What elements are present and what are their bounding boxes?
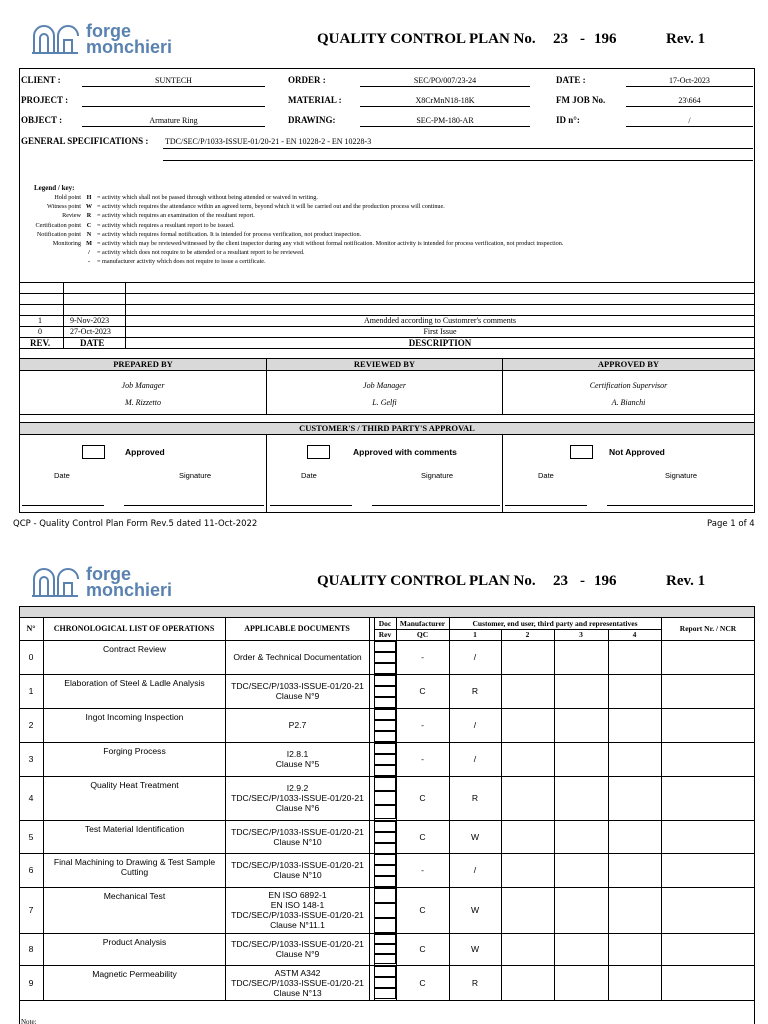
plan-number: 23 [553, 573, 568, 589]
plan-number-2: 196 [594, 31, 617, 47]
revision-label: Rev. 1 [666, 31, 706, 47]
header-c1: 1 [473, 630, 477, 639]
not-approved-label: Not Approved [609, 447, 665, 457]
doc-rev-box[interactable] [374, 966, 396, 977]
operation-name: Elaboration of Steel & Ladle Analysis [64, 678, 205, 688]
rev-row-2-desc: First Issue [423, 327, 457, 336]
id-label: ID n°: [556, 115, 580, 125]
applicable-docs: TDC/SEC/P/1033-ISSUE-01/20-21 Clause N°10 [231, 826, 364, 847]
manufacturer-qc: C [419, 793, 426, 803]
object-label: OBJECT : [21, 115, 63, 125]
forge-logo-icon [30, 565, 80, 599]
doc-rev-box[interactable] [374, 777, 396, 791]
row-number: 6 [28, 865, 34, 875]
genspec-underline-1 [163, 148, 753, 149]
signature-line-1[interactable] [124, 505, 264, 506]
legend-row [20, 258, 266, 266]
header-report: Report Nr. / NCR [679, 624, 737, 633]
plan-number: 23 [553, 31, 568, 47]
header-docs: APPLICABLE DOCUMENTS [244, 624, 350, 633]
project-value [82, 95, 265, 107]
date-value: 17-Oct-2023 [626, 75, 753, 87]
row-number: 4 [28, 793, 34, 803]
legend-row-name: Certification point [35, 221, 81, 229]
approved-name: A. Bianchi [611, 398, 646, 407]
approval-divider-1 [266, 435, 267, 513]
customer-1: W [470, 944, 480, 954]
fmjob-value: 23\664 [626, 95, 753, 107]
applicable-docs: Order & Technical Documentation [233, 652, 362, 662]
doc-rev-box[interactable] [374, 791, 396, 805]
legend-row-desc: = manufacturer activity which does not require to issue a certificate. [97, 258, 266, 266]
operation-name: Ingot Incoming Inspection [85, 712, 184, 722]
doc-rev-box[interactable] [374, 805, 396, 819]
doc-rev-box[interactable] [374, 977, 396, 988]
legend-row-desc: = activity which requires an examination of the resultant report. [97, 212, 255, 220]
reviewed-role: Job Manager [363, 381, 406, 390]
page-2 [0, 556, 768, 1024]
page-title: QUALITY CONTROL PLAN No. [317, 573, 536, 589]
rev-header-rev: REV. [30, 338, 51, 348]
doc-rev-box[interactable] [374, 876, 396, 887]
row-divider [19, 1000, 755, 1001]
rev-table-top [19, 282, 755, 283]
general-specs-label: GENERAL SPECIFICATIONS : [21, 136, 149, 146]
doc-rev-box[interactable] [374, 697, 396, 708]
manufacturer-qc: - [421, 865, 424, 875]
customer-1: / [473, 720, 477, 730]
legend-row-code: H [86, 194, 92, 201]
operation-name: Quality Heat Treatment [90, 780, 179, 790]
logo-line2: monchieri [86, 37, 173, 57]
operation-name: Contract Review [102, 644, 167, 654]
approved-with-comments-checkbox[interactable] [307, 445, 330, 459]
legend-row-desc: = activity which requires the attendance within an agreed term, beyond which it will be carried out and the production process will continue. [97, 203, 445, 211]
table-top-band [20, 607, 754, 618]
legend-row [20, 240, 563, 248]
rev-header-desc: DESCRIPTION [408, 338, 472, 348]
operation-name: Final Machining to Drawing & Test Sample Cutting [53, 857, 216, 877]
order-label: ORDER : [288, 75, 326, 85]
reviewed-header: REVIEWED BY [266, 358, 503, 371]
sign-divider-1 [266, 371, 267, 414]
material-value: X8CrMnN18-18K [360, 95, 530, 107]
revision-label: Rev. 1 [666, 573, 706, 589]
page-title: QUALITY CONTROL PLAN No. [317, 31, 536, 47]
applicable-docs: TDC/SEC/P/1033-ISSUE-01/20-21 Clause N°9 [231, 681, 364, 701]
legend-row-desc: = activity which requires formal notification. It is intended for process verification, not product inspection. [97, 230, 362, 238]
legend-row-desc: = activity which does not require to be attended or a resultant report to be reviewed. [97, 249, 305, 257]
doc-rev-box[interactable] [374, 675, 396, 686]
plan-dash: - [580, 573, 585, 589]
legend-row-desc: = activity which may be reviewed/witnessed by the client inspector during any visit without formal notification. Monitor activity is intended for process verification, not product inspection. [97, 240, 564, 247]
object-value: Armature Ring [82, 115, 265, 127]
row-number: 1 [28, 686, 34, 696]
legend-row-code: - [87, 258, 91, 266]
col-line [554, 629, 555, 1000]
doc-rev-box[interactable] [374, 832, 396, 843]
customer-1: / [473, 652, 477, 662]
approved-role: Certification Supervisor [589, 381, 668, 390]
row-number: 8 [28, 944, 34, 954]
rev-col-line [63, 282, 64, 348]
plan-dash: - [580, 31, 585, 47]
doc-rev-box[interactable] [374, 821, 396, 832]
doc-rev-box[interactable] [374, 944, 396, 954]
logo-line1: forge [86, 564, 131, 584]
col-line [661, 618, 662, 1000]
manufacturer-qc: C [419, 686, 426, 696]
general-specs-value: TDC/SEC/P/1033-ISSUE-01/20-21 - EN 10228-2 - EN 10228-3 [165, 137, 372, 146]
manufacturer-qc: C [419, 977, 426, 988]
legend-title: Legend / key: [34, 184, 75, 192]
customer-1: R [471, 977, 479, 988]
legend-row [20, 231, 361, 239]
legend-row [20, 194, 318, 202]
approval-date-2-label: Date [301, 471, 317, 480]
legend-row-name: Witness point [47, 203, 81, 211]
signature-line-2[interactable] [372, 505, 500, 506]
legend-row-code: W [85, 203, 93, 211]
manufacturer-qc: C [419, 944, 426, 954]
col-line [396, 618, 397, 1000]
fmjob-label: FM JOB No. [556, 95, 606, 105]
header-docrev-1: Doc [378, 619, 392, 628]
operation-name: Mechanical Test [103, 891, 166, 901]
legend-row-name: Monitoring [52, 240, 81, 247]
rev-row-2-rev: 0 [38, 327, 42, 336]
approval-date-1-label: Date [54, 471, 70, 480]
doc-rev-box[interactable] [374, 686, 396, 697]
customer-1: R [471, 686, 479, 696]
manufacturer-qc: C [419, 831, 426, 842]
company-logo-2 [30, 565, 172, 599]
client-label: CLIENT : [21, 75, 61, 85]
date-label: DATE : [556, 75, 586, 85]
operation-name: Product Analysis [102, 937, 167, 947]
legend-row-code: / [88, 249, 90, 257]
col-line [369, 618, 370, 1000]
row-number: 9 [28, 977, 34, 988]
doc-rev-box[interactable] [374, 743, 396, 754]
legend-row-name: Notification point [36, 230, 81, 238]
sign-divider-2 [502, 371, 503, 414]
doc-rev-box[interactable] [374, 754, 396, 765]
rev-row-1-rev: 1 [38, 316, 42, 325]
rev-row-1-date: 9-Nov-2023 [70, 316, 110, 325]
sign-bottom-line [19, 414, 755, 415]
header-c4: 4 [632, 630, 637, 639]
row-number: 2 [28, 720, 34, 730]
applicable-docs: P2.7 [288, 720, 307, 730]
legend-row-code: C [86, 221, 92, 229]
header-n: N° [26, 624, 36, 633]
doc-rev-box[interactable] [374, 843, 396, 854]
manufacturer-qc: - [421, 720, 424, 730]
customer-1: R [471, 793, 479, 803]
doc-rev-box[interactable] [374, 663, 396, 674]
row-number: 0 [28, 652, 34, 662]
applicable-docs: I2.9.2 TDC/SEC/P/1033-ISSUE-01/20-21 Clause N°6 [231, 783, 364, 813]
approval-date-3-label: Date [538, 471, 554, 480]
signature-line-3[interactable] [607, 505, 753, 506]
customer-1: W [470, 905, 480, 915]
date-line-2[interactable] [270, 505, 352, 506]
operation-name: Forging Process [103, 746, 166, 756]
doc-rev-box[interactable] [374, 709, 396, 720]
footer-page-number: Page 1 of 4 [707, 519, 755, 529]
date-line-3[interactable] [505, 505, 587, 506]
approval-divider-2 [502, 435, 503, 513]
company-logo [30, 22, 172, 56]
drawing-label: DRAWING: [288, 115, 336, 125]
doc-rev-box[interactable] [374, 918, 396, 933]
plan-number-2: 196 [594, 573, 617, 589]
client-value: SUNTECH [82, 75, 265, 87]
prepared-role: Job Manager [121, 381, 165, 390]
approval-header: CUSTOMER'S / THIRD PARTY'S APPROVAL [19, 422, 755, 435]
doc-rev-box[interactable] [374, 954, 396, 964]
doc-rev-box[interactable] [374, 934, 396, 944]
col-line [449, 618, 450, 1000]
approved-checkbox[interactable] [82, 445, 105, 459]
approval-signature-3-label: Signature [665, 471, 698, 480]
manufacturer-qc: - [421, 652, 424, 662]
prepared-header: PREPARED BY [19, 358, 267, 371]
approved-with-comments-label: Approved with comments [353, 447, 457, 457]
order-value: SEC/PO/007/23-24 [360, 75, 530, 87]
header-ops: CHRONOLOGICAL LIST OF OPERATIONS [53, 624, 215, 633]
col-line [608, 629, 609, 1000]
operation-name: Test Material Identification [84, 824, 185, 834]
rev-row-2-date: 27-Oct-2023 [70, 327, 111, 336]
logo-line2: monchieri [86, 580, 173, 600]
approval-signature-1-label: Signature [179, 471, 212, 480]
doc-rev-box[interactable] [374, 988, 396, 999]
id-value: / [626, 115, 753, 127]
rev-header-date: DATE [80, 338, 105, 348]
legend-row-code: N [86, 230, 92, 238]
doc-rev-box[interactable] [374, 854, 396, 865]
legend-row-code: M [86, 240, 92, 247]
header-mfr-1: Manufacturer [399, 619, 446, 628]
doc-rev-box[interactable] [374, 888, 396, 903]
legend-row-desc: = activity which shall not be passed through without being attended or waived in writing. [97, 194, 318, 201]
notes-label: Note: [21, 1018, 37, 1024]
header-customer: Customer, end user, third party and representatives [472, 619, 638, 628]
legend-row-desc: = activity which requires a resultant report to be issued. [97, 221, 235, 229]
legend-row [20, 249, 305, 257]
rev-grid-line [19, 293, 755, 294]
date-line-1[interactable] [22, 505, 104, 506]
applicable-docs: TDC/SEC/P/1033-ISSUE-01/20-21 Clause N°10 [231, 860, 364, 880]
col-line [501, 629, 502, 1000]
approval-signature-2-label: Signature [421, 471, 454, 480]
header-c2: 2 [525, 630, 530, 639]
prepared-name: M. Rizzetto [125, 398, 161, 407]
header-mfr-2: QC [416, 630, 429, 639]
rev-grid-line [19, 304, 755, 305]
header-docrev-2: Rev [378, 630, 392, 639]
doc-rev-box[interactable] [374, 641, 396, 652]
legend-row [20, 203, 445, 211]
row-number: 5 [28, 831, 34, 842]
applicable-docs: EN ISO 6892-1 EN ISO 148-1 TDC/SEC/P/1033-ISSUE-01/20-21 Clause N°11.1 [231, 890, 364, 930]
logo-line1: forge [86, 21, 131, 41]
doc-rev-box[interactable] [374, 731, 396, 742]
doc-rev-box[interactable] [374, 720, 396, 731]
manufacturer-qc: C [419, 905, 426, 915]
material-label: MATERIAL : [288, 95, 342, 105]
legend-row-name: Review [62, 212, 81, 220]
row-number: 7 [28, 905, 34, 915]
doc-rev-box[interactable] [374, 652, 396, 663]
approved-label: Approved [125, 447, 165, 457]
header-c3: 3 [579, 630, 583, 639]
legend-row [20, 222, 235, 230]
customer-1: W [470, 831, 480, 842]
legend-row-name: Hold point [54, 194, 81, 201]
drawing-value: SEC-PM-180-AR [360, 115, 530, 127]
legend-row [20, 212, 255, 220]
forge-logo-icon [30, 22, 80, 56]
not-approved-checkbox[interactable] [570, 445, 593, 459]
rev-row-1-desc: Amendded according to Customrer's comments [363, 316, 517, 325]
reviewed-name: L. Gelfi [372, 398, 397, 407]
operation-name: Magnetic Permeability [92, 969, 177, 979]
doc-rev-box[interactable] [374, 765, 396, 776]
approved-header: APPROVED BY [502, 358, 755, 371]
doc-rev-box[interactable] [374, 865, 396, 876]
applicable-docs: TDC/SEC/P/1033-ISSUE-01/20-21 Clause N°9 [231, 939, 364, 959]
project-label: PROJECT : [21, 95, 69, 105]
doc-rev-box[interactable] [374, 903, 396, 918]
customer-1: / [473, 754, 477, 764]
applicable-docs: I2.8.1 Clause N°5 [275, 749, 320, 769]
applicable-docs: ASTM A342 TDC/SEC/P/1033-ISSUE-01/20-21 Clause N°13 [231, 967, 364, 998]
customer-1: / [473, 865, 477, 875]
genspec-underline-2 [163, 160, 753, 161]
manufacturer-qc: - [421, 754, 424, 764]
footer-form-ref: QCP - Quality Control Plan Form Rev.5 dated 11-Oct-2022 [13, 519, 258, 529]
rev-grid-line [19, 348, 755, 349]
legend-row-code: R [86, 212, 92, 220]
row-number: 3 [28, 754, 34, 764]
